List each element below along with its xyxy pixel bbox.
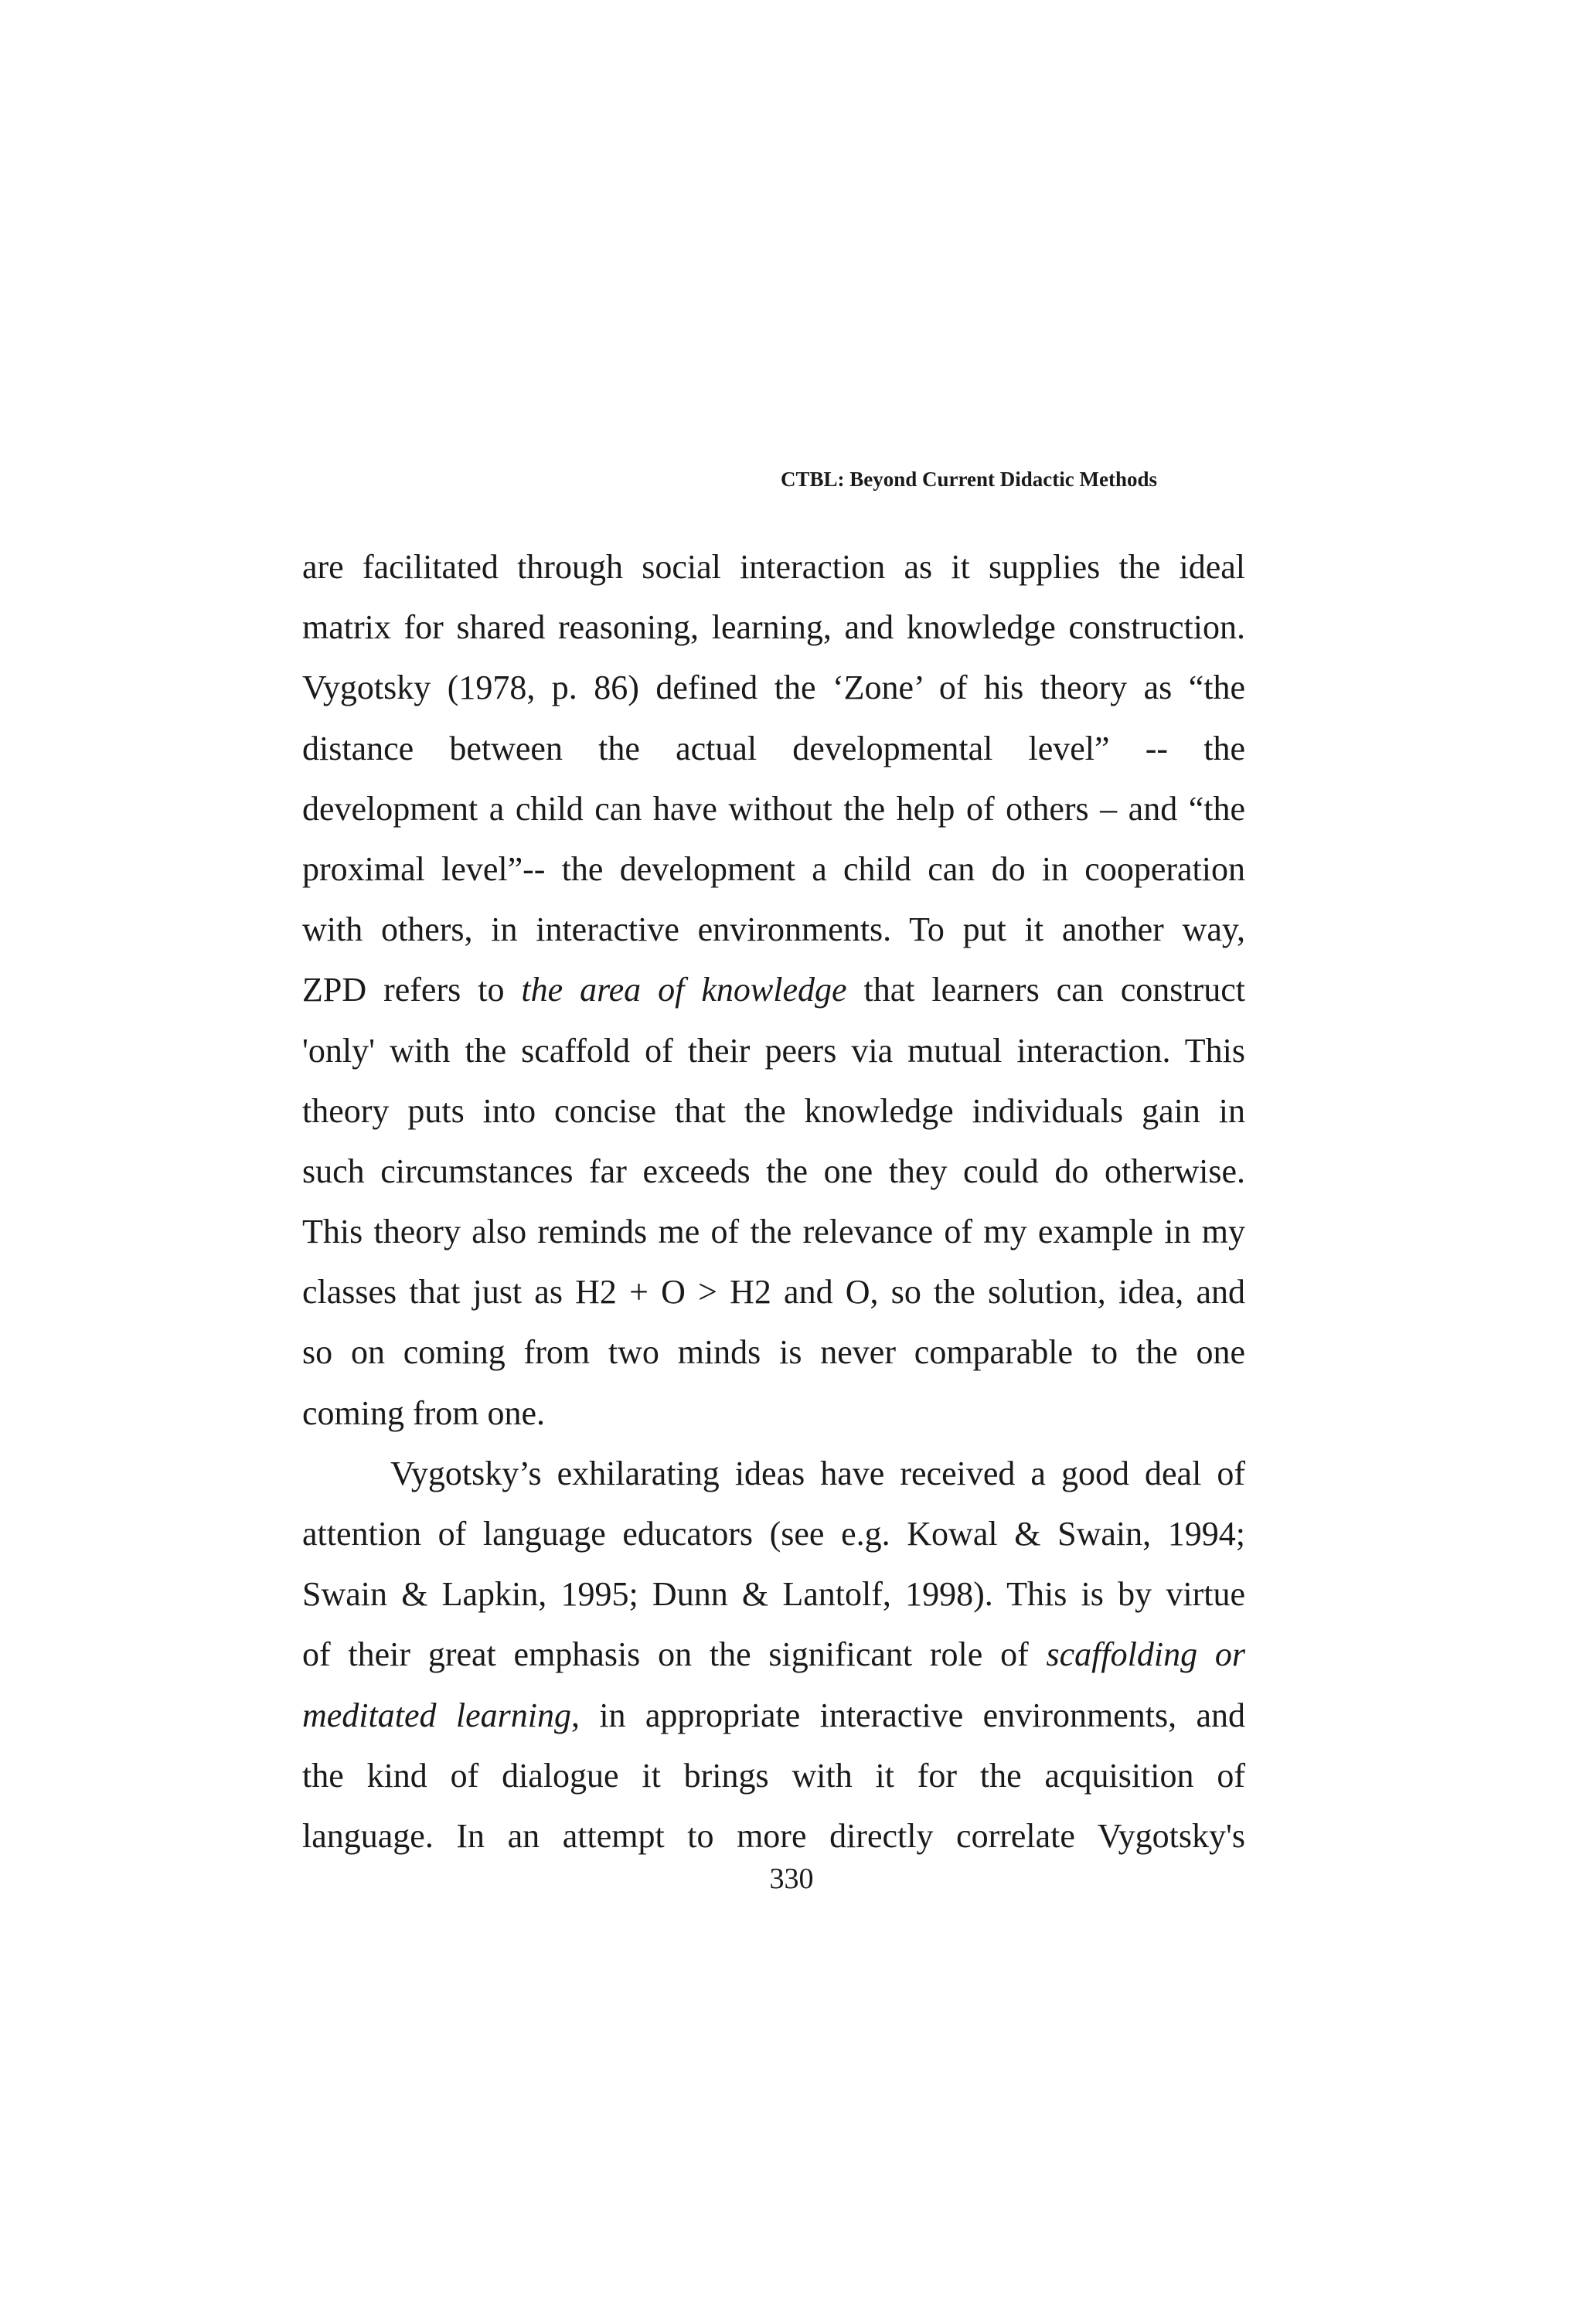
text-line: the kind of dialogue it brings with it for the acquisition of [302, 1756, 1245, 1795]
text-line: matrix for shared reasoning, learning, and knowledge construction. [302, 608, 1245, 647]
text-line [302, 1686, 1245, 1746]
page-number: 330 [769, 1863, 814, 1895]
text-line: distance between the actual developmental level” -- the [302, 729, 1245, 767]
body-text [302, 537, 1245, 1866]
text-line: 'only' with the scaffold of their peers via mutual interaction. This [302, 1031, 1245, 1070]
text-line [302, 1625, 1245, 1685]
text-line: classes that just as H2 + O > H2 and O, so the solution, idea, and [302, 1273, 1245, 1312]
text-line [302, 960, 1245, 1020]
text-line: Vygotsky (1978, p. 86) defined the ‘Zone’ of his theory as “the [302, 669, 1245, 707]
text-run: that learners can construct [846, 971, 1245, 1009]
text-line: Vygotsky’s exhilarating ideas have received a good deal of [390, 1454, 1245, 1492]
text-line: language. In an attempt to more directly correlate Vygotsky's [302, 1816, 1245, 1855]
text-line: theory puts into concise that the knowledge individuals gain in [302, 1091, 1245, 1130]
text-run: , in appropriate interactive environments, and [570, 1696, 1245, 1734]
running-header: CTBL: Beyond Current Didactic Methods [781, 468, 1158, 491]
text-line: are facilitated through social interaction as it supplies the ideal [302, 548, 1245, 586]
italic-phrase: scaffolding or [1046, 1635, 1245, 1674]
text-line: proximal level”-- the development a child can do in cooperation [302, 849, 1245, 888]
text-line: development a child can have without the help of others – and “the [302, 789, 1245, 828]
text-line: coming from one. [302, 1393, 546, 1432]
text-line: so on coming from two minds is never comparable to the one [302, 1333, 1245, 1372]
text-line: attention of language educators (see e.g. Kowal & Swain, 1994; [302, 1515, 1245, 1553]
text-line: This theory also reminds me of the relevance of my example in my [302, 1213, 1245, 1251]
text-run: of their great emphasis on the significant role of [302, 1635, 1047, 1674]
text-line: such circumstances far exceeds the one they could do otherwise. [302, 1152, 1245, 1190]
text-line: Swain & Lapkin, 1995; Dunn & Lantolf, 1998). This is by virtue [302, 1575, 1245, 1614]
italic-phrase: meditated learning [302, 1696, 571, 1734]
text-line: with others, in interactive environments. To put it another way, [302, 910, 1245, 949]
text-run: ZPD refers to [302, 971, 522, 1009]
italic-phrase: the area of knowledge [521, 971, 847, 1009]
